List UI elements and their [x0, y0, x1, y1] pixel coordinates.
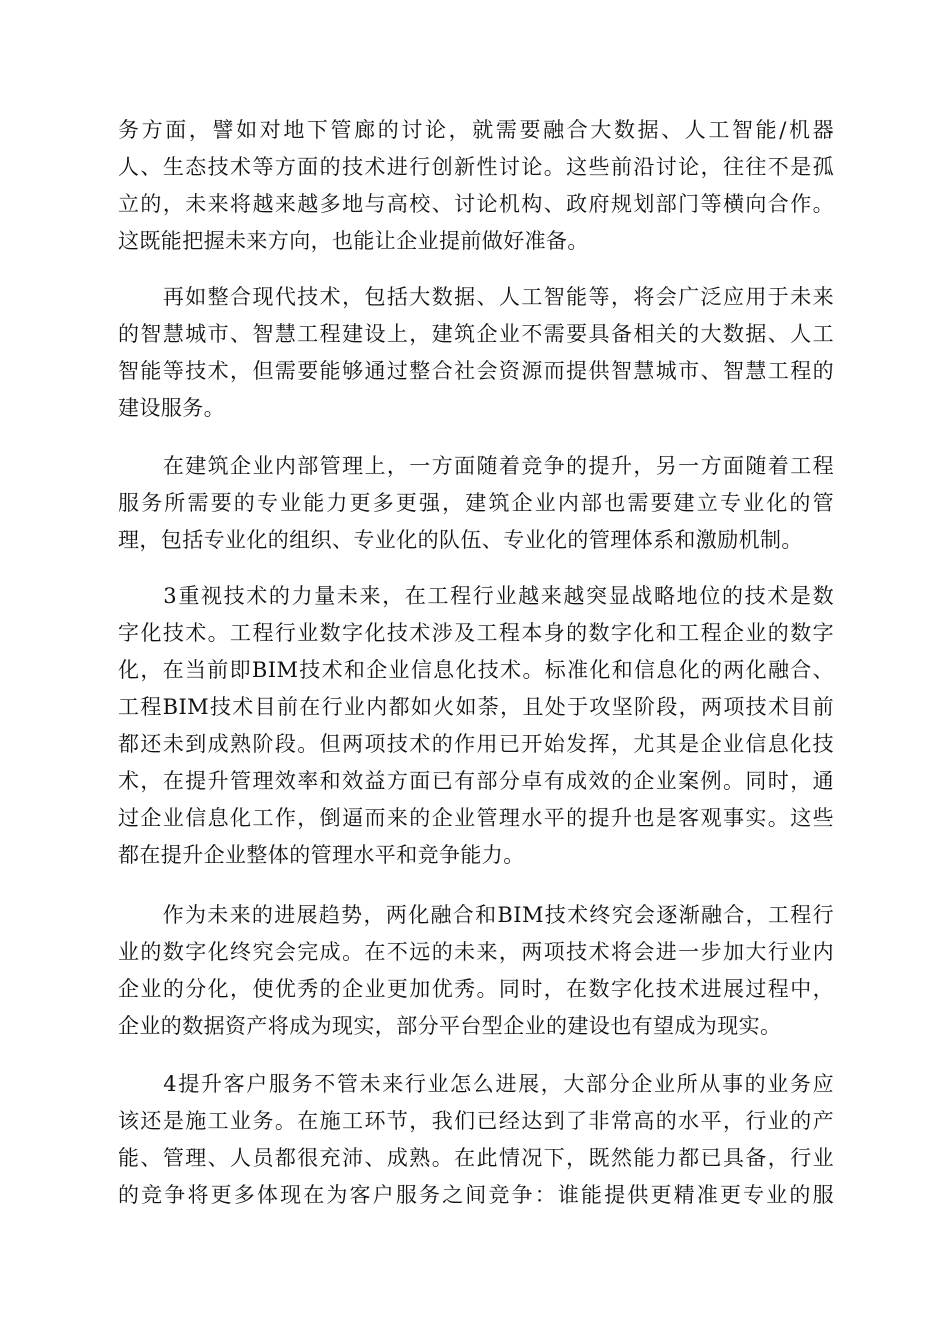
- text-line: 术，在提升管理效率和效益方面已有部分卓有成效的企业案例。同时，通: [118, 769, 834, 793]
- text-line: 工程BIM技术目前在行业内都如火如荼，且处于攻坚阶段，两项技术目前: [118, 695, 834, 719]
- paragraph-2: [118, 279, 834, 427]
- text-line: 业的数字化终究会完成。在不远的未来，两项技术将会进一步加大行业内: [118, 940, 834, 964]
- text-line: 立的，未来将越来越多地与高校、讨论机构、政府规划部门等横向合作。: [118, 192, 834, 216]
- text-line: 企业的分化，使优秀的企业更加优秀。同时，在数字化技术进展过程中，: [118, 977, 834, 1001]
- paragraph-5: [118, 897, 834, 1045]
- paragraph-4: [118, 578, 834, 874]
- text-line: 企业的数据资产将成为现实，部分平台型企业的建设也有望成为现实。: [118, 1014, 782, 1038]
- text-line: 理，包括专业化的组织、专业化的队伍、专业化的管理体系和激励机制。: [118, 528, 803, 552]
- text-line: 4提升客户服务不管未来行业怎么进展，大部分企业所从事的业务应: [118, 1072, 834, 1096]
- text-line: 作为未来的进展趋势，两化融合和BIM技术终究会逐渐融合，工程行: [118, 903, 834, 927]
- paragraph-6: [118, 1066, 834, 1214]
- paragraph-1: [118, 112, 834, 260]
- text-line: 3重视技术的力量未来，在工程行业越来越突显战略地位的技术是数: [118, 584, 834, 608]
- text-line: 在建筑企业内部管理上，一方面随着竞争的提升，另一方面随着工程: [118, 454, 834, 478]
- text-line: 务方面，譬如对地下管廊的讨论，就需要融合大数据、人工智能/机器: [118, 118, 834, 142]
- text-line: 都在提升企业整体的管理水平和竞争能力。: [118, 843, 525, 867]
- text-line: 这既能把握未来方向，也能让企业提前做好准备。: [118, 229, 589, 253]
- text-line: 的智慧城市、智慧工程建设上，建筑企业不需要具备相关的大数据、人工: [118, 322, 834, 346]
- text-line: 该还是施工业务。在施工环节，我们已经达到了非常高的水平，行业的产: [118, 1109, 834, 1133]
- text-line: 都还未到成熟阶段。但两项技术的作用已开始发挥，尤其是企业信息化技: [118, 732, 834, 756]
- text-line: 智能等技术，但需要能够通过整合社会资源而提供智慧城市、智慧工程的: [118, 359, 834, 383]
- text-line: 化，在当前即BIM技术和企业信息化技术。标准化和信息化的两化融合、: [118, 658, 834, 682]
- text-line: 过企业信息化工作，倒逼而来的企业管理水平的提升也是客观事实。这些: [118, 806, 834, 830]
- text-line: 服务所需要的专业能力更多更强，建筑企业内部也需要建立专业化的管: [118, 491, 834, 515]
- text-line: 能、管理、人员都很充沛、成熟。在此情况下，既然能力都已具备，行业: [118, 1146, 834, 1170]
- text-line: 字化技术。工程行业数字化技术涉及工程本身的数字化和工程企业的数字: [118, 621, 834, 645]
- text-line: 的竞争将更多体现在为客户服务之间竞争：谁能提供更精准更专业的服: [118, 1183, 834, 1207]
- text-line: 再如整合现代技术，包括大数据、人工智能等，将会广泛应用于未来: [118, 285, 834, 309]
- text-line: 人、生态技术等方面的技术进行创新性讨论。这些前沿讨论，往往不是孤: [118, 155, 834, 179]
- text-line: 建设服务。: [118, 396, 225, 420]
- paragraph-3: [118, 448, 834, 559]
